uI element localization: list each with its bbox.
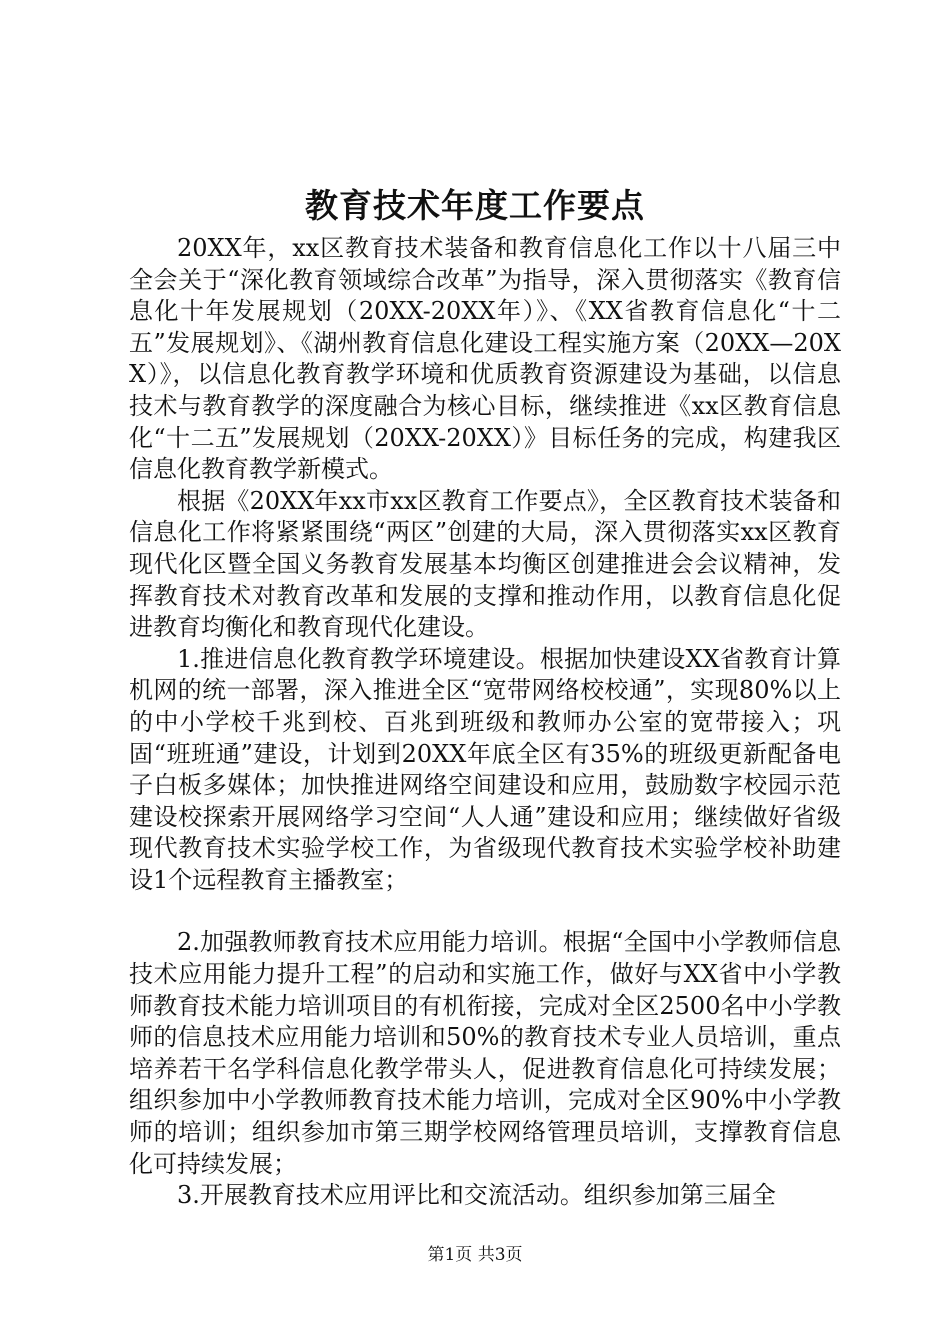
- paragraph-item-2: 2.加强教师教育技术应用能力培训。根据“全国中小学教师信息技术应用能力提升工程”的启动和实施工作，做好与XX省中小学教师教育技术能力培训项目的有机衔接，完成对全区2500名中小学教师的信息技术应用能力培训和50%的教育技术专业人员培训，重点培养若干名学科信息化教学带头人，促进教育信息化可持续发展；组织参加中小学教师教育技术能力培训，完成对全区90%中小学教师的培训；组织参加市第三期学校网络管理员培训，支撑教育信息化可持续发展；: [129, 928, 841, 1178]
- document-body: [129, 233, 841, 1212]
- paragraph-intro: 20XX年，xx区教育技术装备和教育信息化工作以十八届三中全会关于“深化教育领域综合改革”为指导，深入贯彻落实《教育信息化十年发展规划（20XX-20XX年）》、《XX省教育信息化“十二五”发展规划》、《湖州教育信息化建设工程实施方案（20XX—20XX）》，以信息化教育教学环境和优质教育资源建设为基础，以信息技术与教育教学的深度融合为核心目标，继续推进《xx区教育信息化“十二五”发展规划（20XX-20XX）》目标任务的完成，构建我区信息化教育教学新模式。: [129, 234, 841, 484]
- paragraph-item-1: 1.推进信息化教育教学环境建设。根据加快建设XX省教育计算机网的统一部署，深入推进全区“宽带网络校校通”，实现80%以上的中小学校千兆到校、百兆到班级和教师办公室的宽带接入；巩固“班班通”建设，计划到20XX年底全区有35%的班级更新配备电子白板多媒体；加快推进网络空间建设和应用，鼓励数字校园示范建设校探索开展网络学习空间“人人通”建设和应用；继续做好省级现代教育技术实验学校工作，为省级现代教育技术实验学校补助建设1个远程教育主播教室；: [129, 644, 841, 894]
- page-number-footer: 第1页 共3页: [427, 1245, 523, 1265]
- paragraph-item-3: 3.开展教育技术应用评比和交流活动。组织参加第三届全: [177, 1181, 776, 1210]
- document-title: 教育技术年度工作要点: [305, 186, 645, 225]
- paragraph-basis: 根据《20XX年xx市xx区教育工作要点》，全区教育技术装备和信息化工作将紧紧围绕“两区”创建的大局，深入贯彻落实xx区教育现代化区暨全国义务教育发展基本均衡区创建推进会会议精神，发挥教育技术对教育改革和发展的支撑和推动作用，以教育信息化促进教育均衡化和教育现代化建设。: [129, 486, 841, 642]
